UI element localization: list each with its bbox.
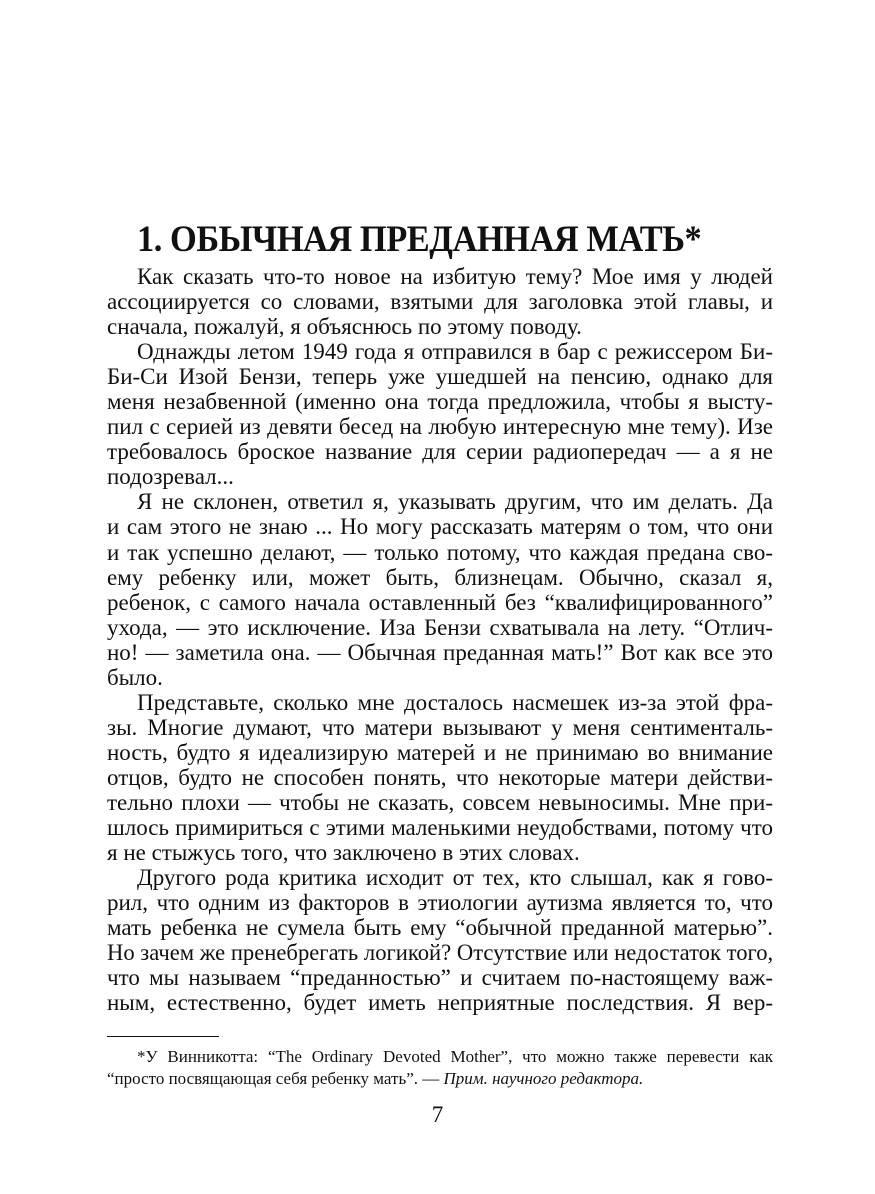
- text-line: Другого рода критика исходит от тех, кто слышал, как я гово-: [137, 865, 773, 891]
- text-line: зы. Многие думают, что матери вызывают у меня сентименталь-: [107, 714, 773, 740]
- text-line: ность, будто я идеализирую матерей и не принимаю во внимание: [107, 739, 773, 765]
- paragraph: [107, 690, 773, 865]
- paragraph: [107, 264, 773, 339]
- text-line: Би-Си Изой Бензи, теперь уже ушедшей на пенсию, однако для: [107, 364, 773, 390]
- text-line: рил, что одним из факторов в этиологии аутизма является то, что: [107, 890, 773, 916]
- text-line: тельно плохи — чтобы не сказать, совсем невыносимы. Мне при-: [107, 789, 773, 815]
- text-line: и сам этого не знаю ... Но могу рассказать матерям о том, что они: [107, 514, 773, 540]
- text-line: ным, естественно, будет иметь неприятные последствия. Я вер-: [107, 990, 773, 1016]
- page-number: 7: [431, 1102, 444, 1127]
- footnote-editor-note: Прим. научного редактора.: [443, 1069, 644, 1088]
- body-text: [107, 264, 773, 1015]
- footnote-divider: [107, 1036, 219, 1037]
- text-line: было.: [107, 664, 163, 690]
- text-line: мать ребенка не сумела быть ему “обычной преданной матерью”.: [107, 915, 773, 941]
- paragraph: [107, 489, 773, 689]
- text-line: Как сказать что-то новое на избитую тему? Мое имя у людей: [137, 264, 773, 289]
- text-line: я не стыжусь того, что заключено в этих словах.: [107, 840, 580, 866]
- text-line: Представьте, сколько мне досталось насмешек из-за этой фра-: [137, 689, 773, 715]
- text-line: отцов, будто не способен понять, что некоторые матери действи-: [107, 764, 773, 790]
- text-line: и так успешно делают, — только потому, что каждая предана сво-: [107, 539, 773, 565]
- footnote-text: “просто посвящающая себя ребенку мать”. —: [107, 1069, 444, 1088]
- text-line: но! — заметила она. — Обычная преданная мать!” Вот как все это: [107, 639, 773, 665]
- text-line: меня незабвенной (именно она тогда предложила, чтобы я высту-: [107, 389, 773, 415]
- text-line: шлось примириться с этими маленькими неудобствами, потому что: [107, 815, 773, 841]
- footnote: [107, 1046, 773, 1090]
- paragraph: [107, 865, 773, 1015]
- text-line: Однажды летом 1949 года я отправился в бар с режиссером Би-: [137, 339, 773, 365]
- text-line: требовалось броское название для серии радиопередач — а я не: [107, 439, 773, 465]
- text-line: ухода, — это исключение. Иза Бензи схватывала на лету. “Отлич-: [107, 614, 773, 640]
- text-line: что мы называем “преданностью” и считаем по-настоящему важ-: [107, 965, 773, 991]
- text-line: Я не склонен, ответил я, указывать другим, что им делать. Да: [137, 489, 773, 515]
- text-line: сначала, пожалуй, я объяснюсь по этому поводу.: [107, 314, 582, 340]
- footnote-line: [107, 1068, 773, 1090]
- footnote-line: *У Винникотта: “The Ordinary Devoted Mother”, что можно также перевести как: [137, 1047, 773, 1066]
- chapter-title: 1. ОБЫЧНАЯ ПРЕДАННАЯ МАТЬ*: [137, 219, 702, 260]
- text-line: ассоциируется со словами, взятыми для заголовка этой главы, и: [107, 289, 773, 315]
- text-line: ему ребенку или, может быть, близнецам. Обычно, сказал я,: [107, 564, 773, 590]
- text-line: подозревал...: [107, 464, 234, 490]
- text-line: пил с серией из девяти бесед на любую интересную мне тему). Изе: [107, 414, 773, 440]
- text-line: Но зачем же пренебрегать логикой? Отсутствие или недостаток того,: [107, 940, 774, 966]
- paragraph: [107, 339, 773, 489]
- text-line: ребенок, с самого начала оставленный без “квалифицированного”: [107, 589, 773, 615]
